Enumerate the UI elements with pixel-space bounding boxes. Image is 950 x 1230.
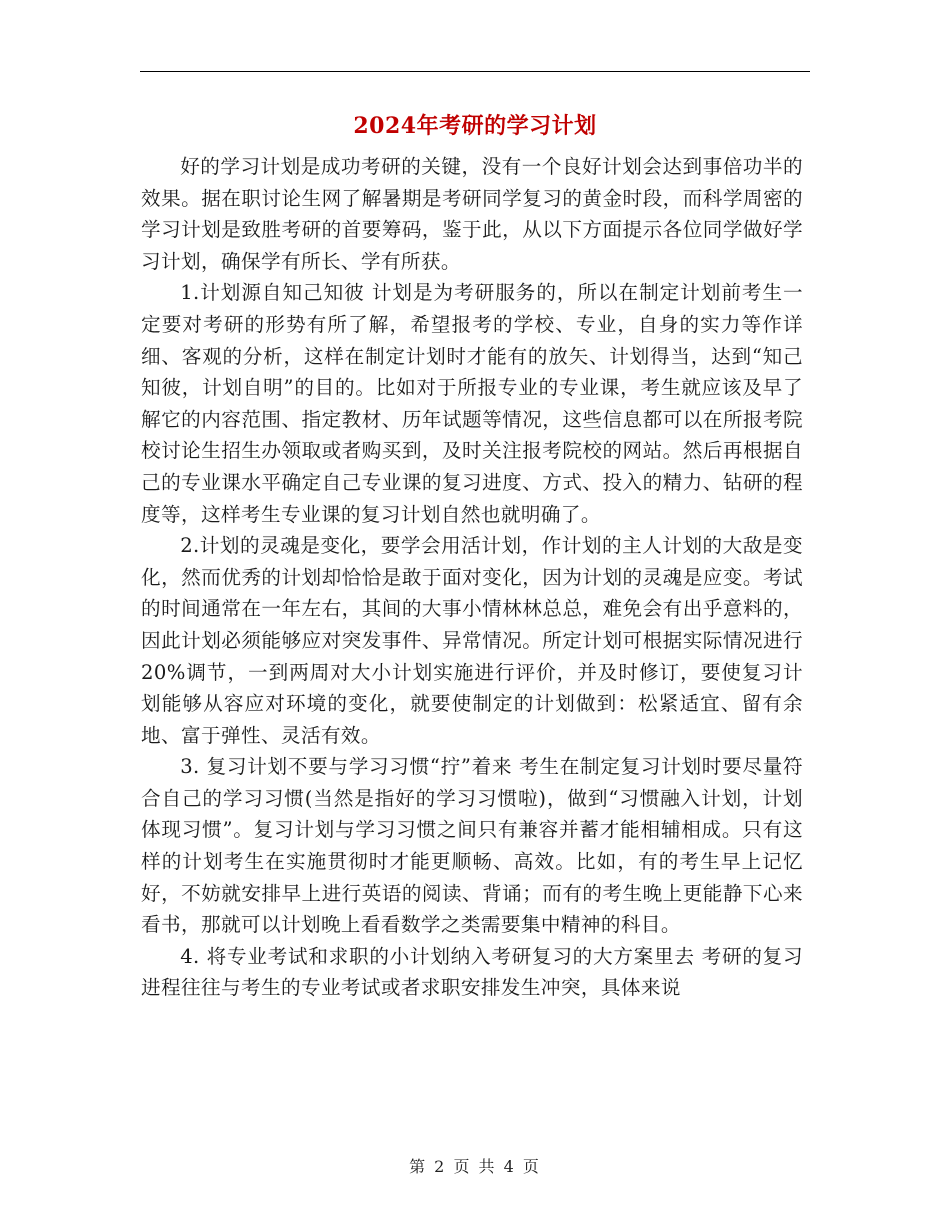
paragraph-point-1: 1.计划源自知己知彼 计划是为考研服务的，所以在制定计划前考生一定要对考研的形势有所了解，希望报考的学校、专业，自身的实力等作详细、客观的分析，这样在制定计划时才能有的放矢、计划得当，达到“知己知彼，计划自明”的目的。比如对于所报专业的专业课，考生就应该及早了解它的内容范围、指定教材、历年试题等情况，这些信息都可以在所报考院校讨论生招生办领取或者购买到，及时关注报考院校的网站。然后再根据自己的专业课水平确定自己专业课的复习进度、方式、投入的精力、钻研的程度等，这样考生专业课的复习计划自然也就明确了。 — [141, 281, 803, 526]
page-number: 第 2 页 共 4 页 — [409, 1157, 541, 1176]
document-title: 2024年考研的学习计划 — [353, 113, 597, 139]
paragraph-intro: 好的学习计划是成功考研的关键，没有一个良好计划会达到事倍功半的效果。据在职讨论生网了解暑期是考研同学复习的黄金时段，而科学周密的学习计划是致胜考研的首要筹码，鉴于此，从以下方面提示各位同学做好学习计划，确保学有所长、学有所获。 — [141, 155, 803, 273]
paragraph-point-3: 3. 复习计划不要与学习习惯“拧”着来 考生在制定复习计划时要尽量符合自己的学习习惯(当然是指好的学习习惯啦)，做到“习惯融入计划，计划体现习惯”。复习计划与学习习惯之间只有兼容并蓄才能相辅相成。只有这样的计划考生在实施贯彻时才能更顺畅、高效。比如，有的考生早上记忆好，不妨就安排早上进行英语的阅读、背诵；而有的考生晚上更能静下心来看书，那就可以计划晚上看看数学之类需要集中精神的科目。 — [141, 755, 803, 937]
header-rule — [140, 71, 810, 72]
paragraph-point-2: 2.计划的灵魂是变化，要学会用活计划，作计划的主人计划的大敌是变化，然而优秀的计划却恰恰是敢于面对变化，因为计划的灵魂是应变。考试的时间通常在一年左右，其间的大事小情林林总总，难免会有出乎意料的，因此计划必须能够应对突发事件、异常情况。所定计划可根据实际情况进行20%调节，一到两周对大小计划实施进行评价，并及时修订，要使复习计划能够从容应对环境的变化，就要使制定的计划做到：松紧适宜、留有余地、富于弹性、灵活有效。 — [141, 534, 803, 747]
paragraph-point-4: 4. 将专业考试和求职的小计划纳入考研复习的大方案里去 考研的复习进程往往与考生的专业考试或者求职安排发生冲突，具体来说 — [141, 944, 803, 1000]
document-body — [141, 151, 803, 1004]
